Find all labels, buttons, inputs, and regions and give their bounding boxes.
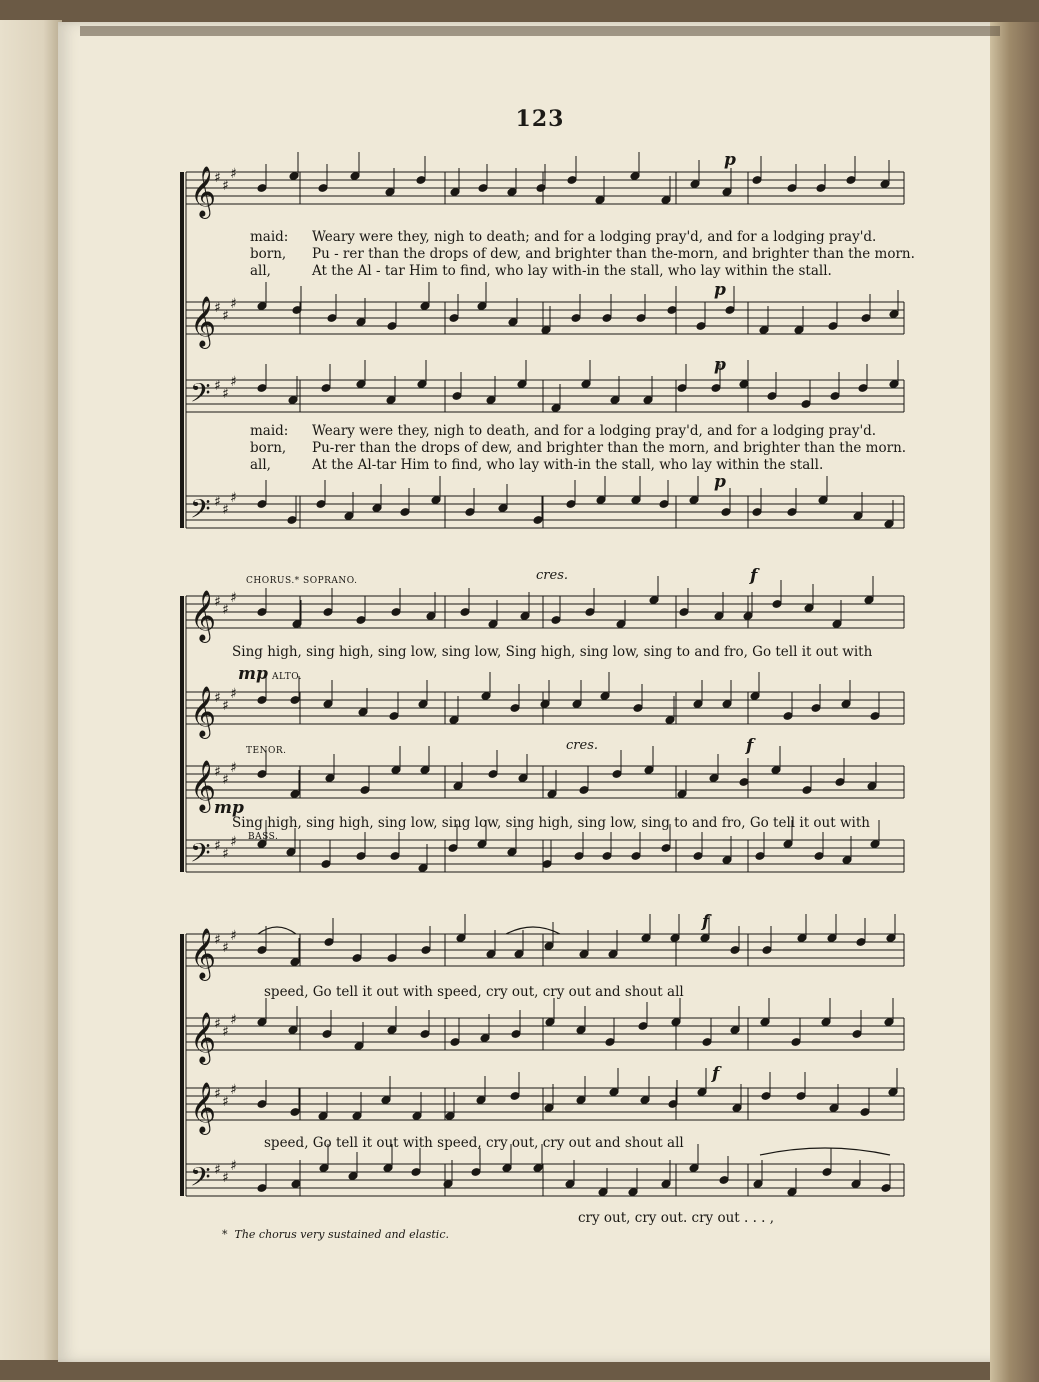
svg-text:♯: ♯ (230, 166, 237, 182)
svg-text:𝄞: 𝄞 (190, 1082, 217, 1133)
svg-text:𝄞: 𝄞 (190, 928, 217, 979)
lyric-cue: born, (250, 440, 287, 456)
svg-text:♯: ♯ (214, 838, 221, 854)
dynamic-crescendo: cres. (536, 568, 568, 583)
dynamic-mezzo-piano: mp (238, 664, 268, 684)
svg-text:♯: ♯ (222, 1024, 229, 1040)
svg-text:𝄢: 𝄢 (190, 377, 211, 415)
svg-text:♯: ♯ (222, 772, 229, 788)
svg-text:𝄢: 𝄢 (190, 837, 211, 875)
dynamic-piano: p (714, 355, 726, 375)
svg-text:♯: ♯ (230, 1012, 237, 1028)
svg-text:𝄞: 𝄞 (190, 760, 217, 811)
lyric-cue: maid: (250, 423, 289, 439)
svg-text:♯: ♯ (230, 686, 237, 702)
svg-text:♯: ♯ (222, 698, 229, 714)
dynamic-piano: p (724, 150, 736, 170)
lyric-line: Weary were they, nigh to death; and for a lodging pray'd, and for a lodging pray'd. (312, 229, 877, 245)
dynamic-forte: f (702, 912, 710, 932)
lyric-line: Pu - rer than the drops of dew, and brighter than the-morn, and brighter than the morn. (312, 246, 915, 262)
svg-text:♯: ♯ (230, 590, 237, 606)
dynamic-forte: f (712, 1064, 720, 1084)
dynamic-mezzo-piano: mp (214, 798, 244, 818)
svg-text:♯: ♯ (214, 932, 221, 948)
svg-text:♯: ♯ (214, 494, 221, 510)
svg-text:♯: ♯ (214, 690, 221, 706)
lyric-lower: speed, Go tell it out with speed, cry out, cry out and shout all (264, 1135, 684, 1151)
dynamic-piano: p (714, 472, 726, 492)
lyric-cue: born, (250, 246, 287, 262)
lyric-cue: maid: (250, 229, 289, 245)
svg-text:♯: ♯ (222, 386, 229, 402)
svg-text:𝄞: 𝄞 (190, 1012, 217, 1063)
svg-text:𝄢: 𝄢 (190, 1161, 211, 1199)
dynamic-forte: f (746, 736, 754, 756)
svg-text:♯: ♯ (214, 1086, 221, 1102)
lyric-upper: speed, Go tell it out with speed, cry out, cry out and shout all (264, 984, 684, 1000)
svg-text:♯: ♯ (214, 1016, 221, 1032)
alto-label: ALTO. (272, 672, 302, 682)
svg-text:♯: ♯ (230, 834, 237, 850)
svg-text:♯: ♯ (214, 378, 221, 394)
svg-text:♯: ♯ (230, 760, 237, 776)
lyric-tenor: Sing high, sing high, sing low, sing low, sing high, sing low, sing to and fro, Go tell it out with (232, 815, 870, 831)
svg-text:♯: ♯ (222, 846, 229, 862)
page-number: 123 (515, 106, 565, 132)
lyric-line: At the Al-tar Him to find, who lay with-in the stall, who lay within the stall. (312, 457, 824, 473)
svg-text:𝄞: 𝄞 (190, 686, 217, 737)
lyric-soprano: Sing high, sing high, sing low, sing low, Sing high, sing low, sing to and fro, Go tell it out with (232, 644, 873, 660)
svg-text:𝄢: 𝄢 (190, 493, 211, 531)
footnote (222, 1228, 449, 1241)
lyric-cue: all, (250, 263, 271, 279)
svg-text:♯: ♯ (230, 296, 237, 312)
svg-text:♯: ♯ (222, 308, 229, 324)
svg-text:♯: ♯ (222, 1094, 229, 1110)
bass-label: BASS. (248, 832, 279, 842)
svg-text:♯: ♯ (230, 1158, 237, 1174)
lyric-line: Pu-rer than the drops of dew, and brighter than the morn, and brighter than the morn. (312, 440, 907, 456)
svg-text:♯: ♯ (214, 764, 221, 780)
svg-text:♯: ♯ (222, 502, 229, 518)
svg-text:♯: ♯ (230, 928, 237, 944)
svg-text:♯: ♯ (214, 594, 221, 610)
footnote-text: The chorus very sustained and elastic. (234, 1228, 449, 1241)
lyric-line: Weary were they, nigh to death, and for a lodging pray'd, and for a lodging pray'd. (312, 423, 877, 439)
svg-text:♯: ♯ (214, 1162, 221, 1178)
svg-text:♯: ♯ (222, 1170, 229, 1186)
svg-text:𝄞: 𝄞 (190, 296, 217, 347)
svg-text:♯: ♯ (230, 1082, 237, 1098)
svg-text:♯: ♯ (230, 374, 237, 390)
svg-text:𝄞: 𝄞 (190, 166, 217, 217)
svg-text:♯: ♯ (222, 602, 229, 618)
tenor-label: TENOR. (246, 746, 287, 756)
svg-text:♯: ♯ (214, 300, 221, 316)
dynamic-piano: p (714, 280, 726, 300)
lyric-line: At the Al - tar Him to find, who lay with-in the stall, who lay within the stall. (312, 263, 832, 279)
dynamic-crescendo: cres. (566, 738, 598, 753)
svg-text:𝄞: 𝄞 (190, 590, 217, 641)
lyric-bass: cry out, cry out. cry out . . . , (578, 1210, 775, 1226)
svg-text:♯: ♯ (222, 940, 229, 956)
chorus-soprano-label: CHORUS.* SOPRANO. (246, 576, 358, 586)
svg-text:♯: ♯ (214, 170, 221, 186)
lyric-cue: all, (250, 457, 271, 473)
dynamic-forte: f (750, 566, 758, 586)
svg-text:♯: ♯ (230, 490, 237, 506)
footnote-asterisk: * (222, 1228, 235, 1241)
svg-text:♯: ♯ (222, 178, 229, 194)
